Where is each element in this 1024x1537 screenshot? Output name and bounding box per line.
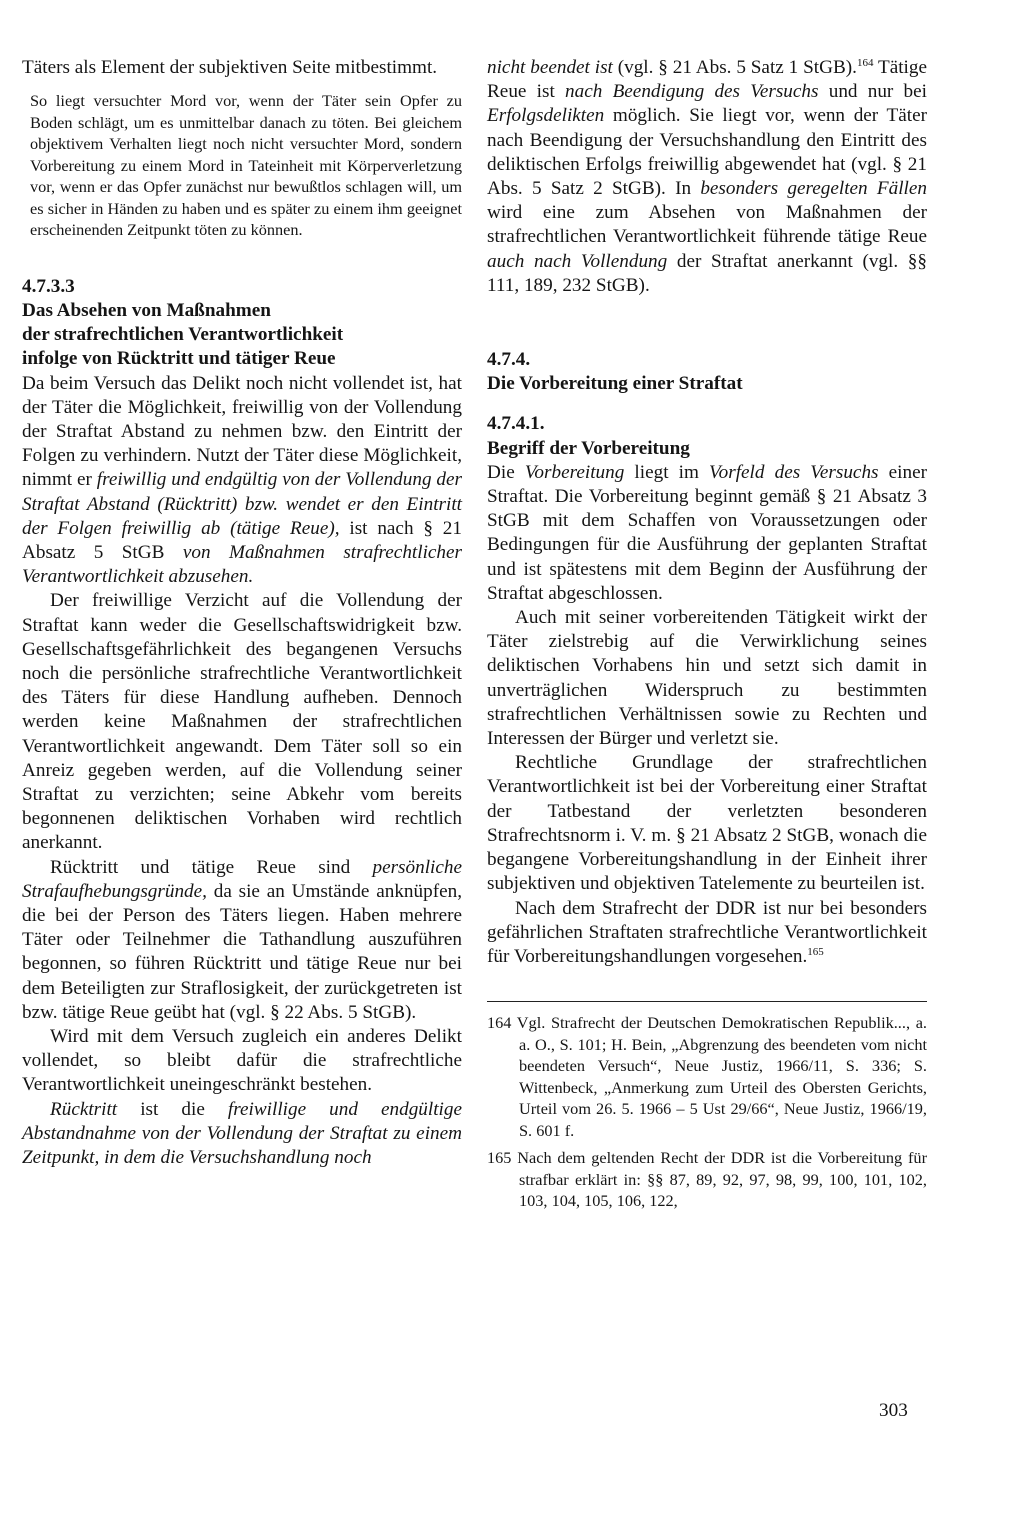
footnote-164: 164 Vgl. Strafrecht der Deutschen Demokratischen Republik..., a. a. O., S. 101; H. Bein, „Abgrenzung des beendeten vom nicht beendeten Versuch“, Neue Justiz, 1966/11, S. 336; S. Wittenbeck, „Anmerkung zum Urteil des Obersten Gerichts, Urteil vom 26. 5. 1966 – 5 Ust 29/66“, Neue Justiz, 1966/19, S. 601 f.	[487, 1013, 927, 1140]
paragraph: Rechtliche Grundlage der strafrechtlichen Verantwortlichkeit ist bei der Vorbereitung einer Straftat der Tatbestand der verletzten besonderen Strafrechtsnorm i. V. m. § 21 Absatz 2 StGB, wonach die begangene Vorbereitungshandlung in der Einheit ihrer subjektiven und objektiven Tatelemente zu beurteilen ist.	[487, 752, 927, 895]
footnote-165: 165 Nach dem geltenden Recht der DDR ist die Vorbereitung für strafbar erklärt in: §§ 87, 89, 92, 97, 98, 99, 100, 101, 102, 103, 104, 105, 106, 122,	[487, 1148, 927, 1211]
right-column	[487, 56, 927, 1218]
section-heading-4733	[22, 275, 462, 372]
paragraph: Rücktritt ist die freiwillige und endgültige Abstandnahme von der Vollendung der Straftat zu einem Zeitpunkt, in dem die Versuchshandlung noch	[22, 1098, 462, 1169]
section-number: 4.7.4.	[487, 349, 531, 371]
footnote-ref: 165	[807, 945, 824, 958]
section-heading-474	[487, 348, 927, 396]
paragraph: Der freiwillige Verzicht auf die Vollendung der Straftat kann weder die Gesellschaftswidrigkeit bzw. Gesellschaftsgefährlichkeit des begangenen Versuchs noch die persönliche strafrechtliche Verantwortlichkeit des Täters für diese Handlung aufheben. Dennoch werden keine Maßnahmen der strafrechtlichen Verantwortlichkeit angewandt. Dem Täter soll so ein Anreiz gegeben werden, auf die Vollendung seiner Straftat zu verzichten; seine Abkehr vom bereits begonnenen deliktischen Vorhaben wird rechtlich anerkannt.	[22, 590, 462, 854]
subsection-number: 4.7.4.1.	[487, 413, 545, 435]
footnote-ref: 164	[856, 57, 874, 69]
section-title: Die Vorbereitung einer Straftat	[487, 373, 743, 395]
paragraph: Da beim Versuch das Delikt noch nicht vollendet ist, hat der Täter die Möglichkeit, freiwillig von der Vollendung der Straftat Abstand zu nehmen bzw. den Eintritt der Folgen zu verhindern. Nutzt der Täter diese Möglichkeit, nimmt er freiwillig und endgültig von der Vollendung der Straftat Abstand (Rücktritt) bzw. wendet er den Eintritt der Folgen freiwillig ab (tätige Reue), ist nach § 21 Absatz 5 StGB von Maßnahmen strafrechtlicher Verantwortlichkeit abzusehen.	[22, 372, 462, 588]
page-number: 303	[879, 1400, 908, 1421]
paragraph: Rücktritt und tätige Reue sind persönliche Strafaufhebungsgründe, da sie an Umstände anknüpfen, die bei der Person des Täters liegen. Haben mehrere Täter oder Teilnehmer die Tathandlung auszuführen begonnen, so führen Rücktritt und tätige Reue nur bei dem Beteiligten zur Straflosigkeit, der zurückgetreten ist bzw. tätige Reue geübt hat (vgl. § 22 Abs. 5 StGB).	[22, 856, 462, 1023]
section-title-line: der strafrechtlichen Verantwortlichkeit	[22, 324, 344, 346]
footnote-separator	[487, 1001, 927, 1002]
paragraph: Die Vorbereitung liegt im Vorfeld des Versuchs einer Straftat. Die Vorbereitung beginnt gemäß § 21 Absatz 3 StGB mit dem Schaffen von Voraussetzungen oder Bedingungen für die Ausführung der geplanten Straftat und ist spätestens mit dem Beginn der Ausführung der Straftat abgeschlossen.	[487, 461, 927, 604]
paragraph: Wird mit dem Versuch zugleich ein anderes Delikt vollendet, so bleibt dafür die strafrechtliche Verantwortlichkeit uneingeschränkt bestehen.	[22, 1026, 462, 1096]
section-heading-4741	[487, 412, 927, 460]
paragraph: Nach dem Strafrecht der DDR ist nur bei besonders gefährlichen Straftaten strafrechtliche Verantwortlichkeit für Vorbereitungshandlungen vorgesehen.$^{165}$	[487, 897, 927, 967]
left-column	[22, 56, 462, 1170]
section-title-line: Das Absehen von Maßnahmen	[22, 299, 271, 321]
paragraph: Auch mit seiner vorbereitenden Tätigkeit wirkt der Täter zielstrebig auf die Verwirklichung seines deliktischen Vorhabens hin und setzt sich damit in unverträglichen Widerspruch zu bestimmten strafrechtlichen Verhältnissen sowie zu Rechten und Interessen der Bürger und verletzt sie.	[487, 607, 927, 750]
example-text: So liegt versuchter Mord vor, wenn der Täter sein Opfer zu Boden schlägt, um es unmittelbar danach zu töten. Bei gleichem objektivem Verhalten liegt noch nicht versuchter Mord, sondern Vorbereitung zu einem Mord in Tateinheit mit Körperverletzung vor, wenn er das Opfer zunächst nur bewußtlos schlagen will, um es sicher in Händen zu haben und es später zu einem ihm geeignet erscheinenden Zeitpunkt töten zu können.	[30, 91, 462, 240]
section-number: 4.7.3.3	[22, 275, 75, 297]
subsection-title: Begriff der Vorbereitung	[487, 437, 690, 459]
paragraph: nicht beendet ist (vgl. § 21 Abs. 5 Satz 1 StGB).$^{164}$ Tätige Reue ist nach Beendigung des Versuchs und nur bei Erfolgsdelikten möglich. Sie liegt vor, wenn der Täter nach Beendigung der Versuchshandlung den Eintritt des deliktischen Erfolgs freiwillig abgewendet hat (vgl. § 21 Abs. 5 Satz 2 StGB). In besonders geregelten Fällen wird eine zum Absehen von Maßnahmen der strafrechtlichen Verantwortlichkeit führende tätige Reue auch nach Vollendung der Straftat anerkannt (vgl. §§ 111, 189, 232 StGB).	[487, 57, 927, 296]
paragraph-continuation: Täters als Element der subjektiven Seite mitbestimmt.	[22, 57, 438, 78]
section-title-line: infolge von Rücktritt und tätiger Reue	[22, 348, 336, 370]
